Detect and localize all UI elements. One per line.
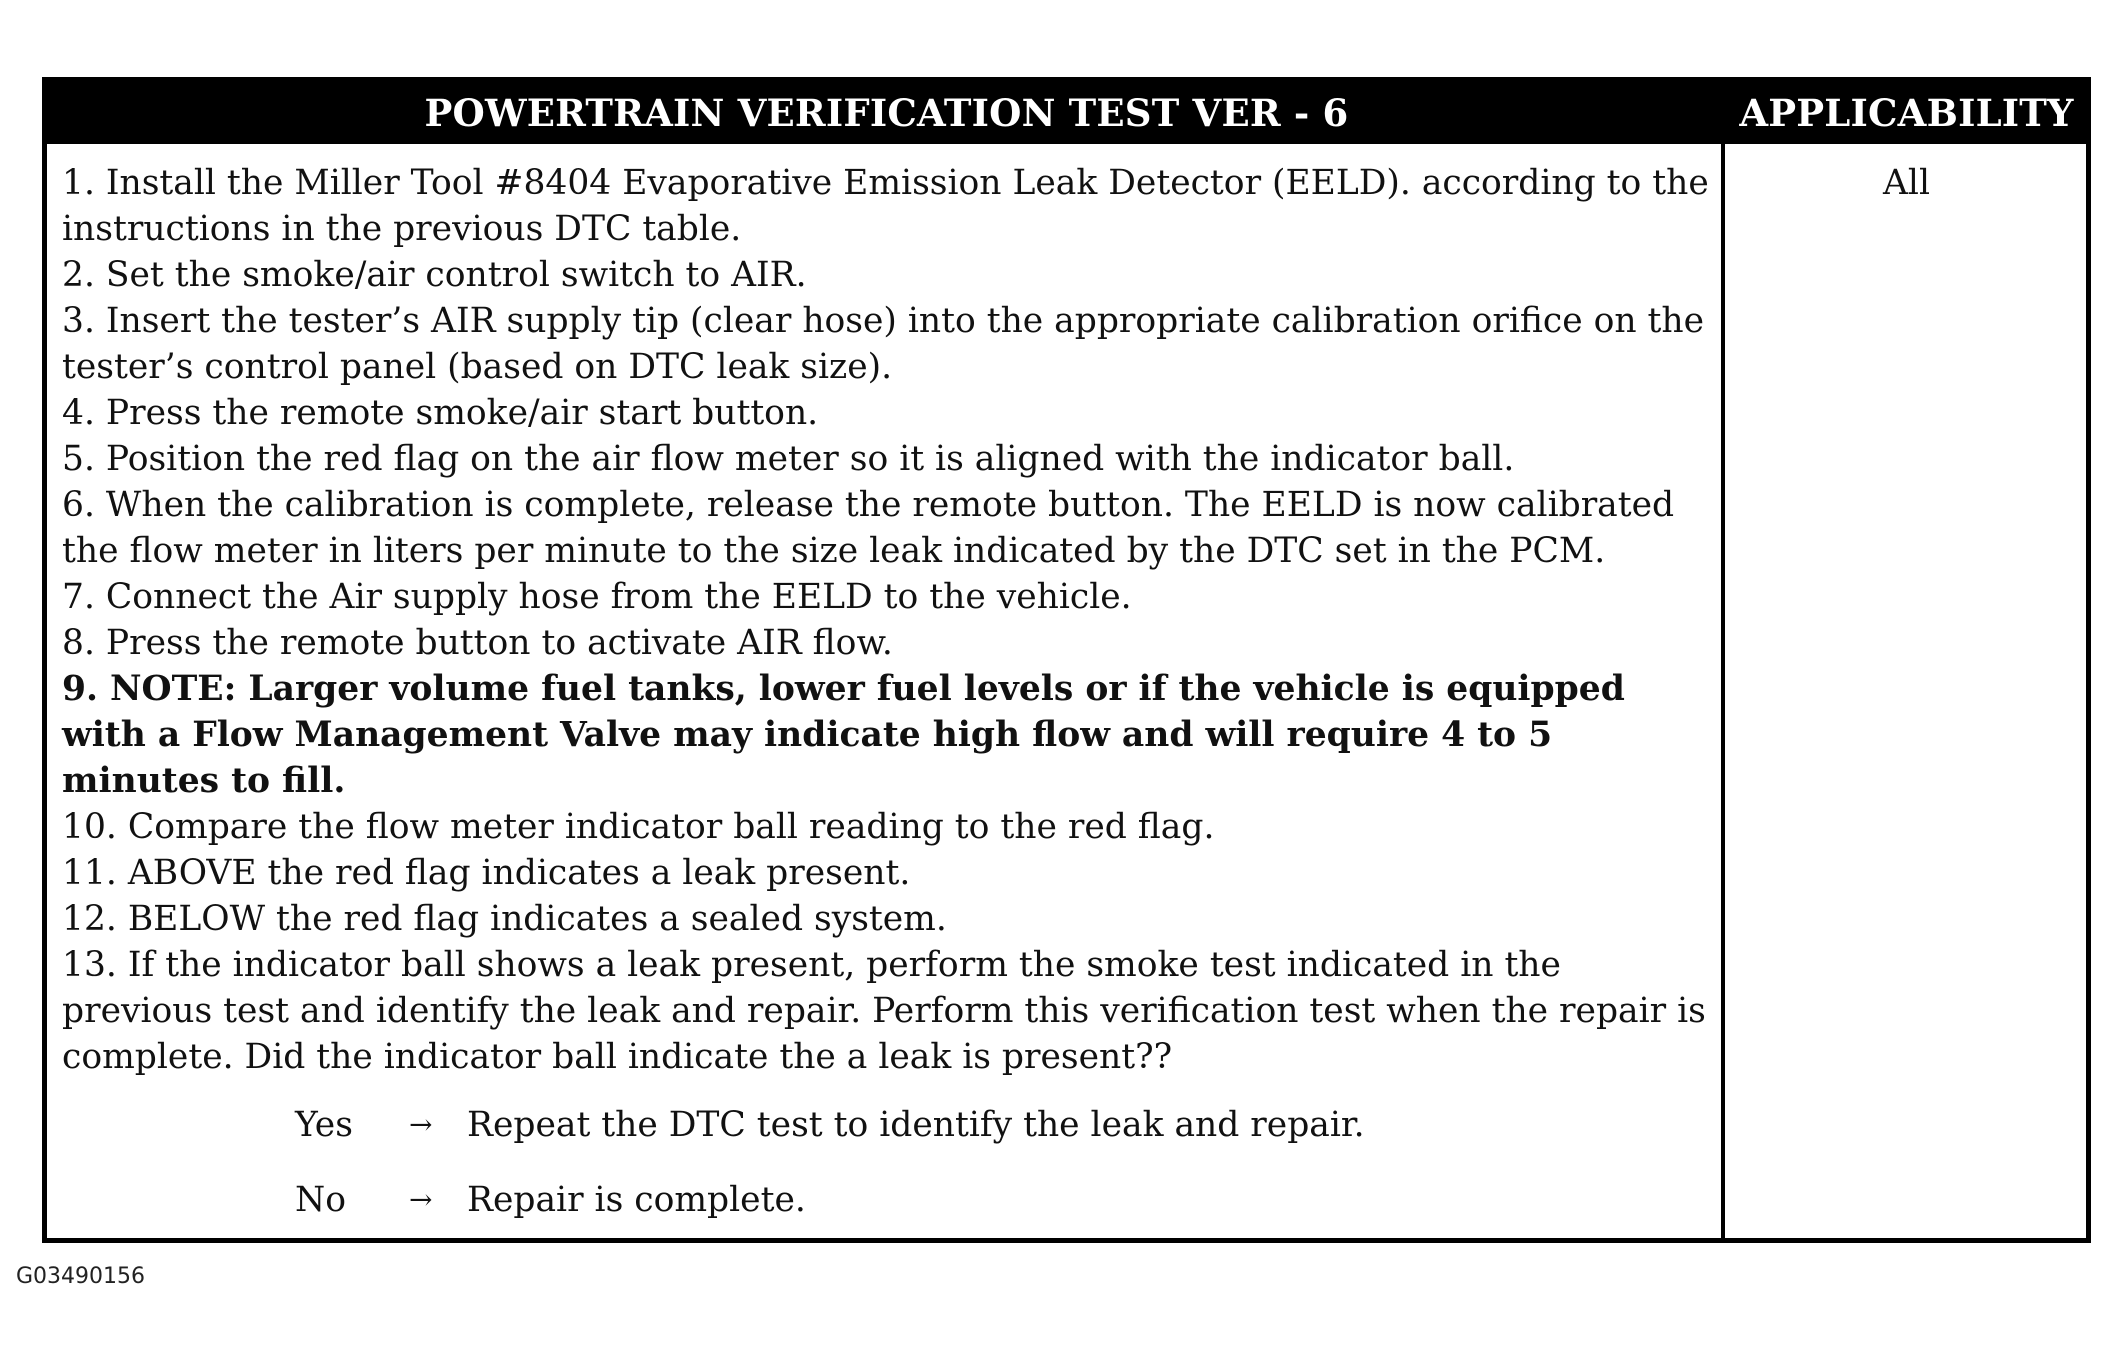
step-5: 5. Position the red flag on the air flow meter so it is aligned with the indicator ball. xyxy=(62,439,1515,479)
steps-cell xyxy=(62,160,1717,1252)
outcome-no xyxy=(62,1177,1717,1223)
applicability-header: APPLICABILITY xyxy=(1739,91,2074,135)
step-11: 11. ABOVE the red flag indicates a leak present. xyxy=(62,853,911,893)
outcome-answer: No xyxy=(295,1180,346,1220)
column-divider xyxy=(1721,144,1725,1238)
outcome-answer: Yes xyxy=(295,1105,353,1145)
step-4: 4. Press the remote smoke/air start button. xyxy=(62,393,819,433)
outcome-yes xyxy=(62,1102,1717,1148)
figure-id: G03490156 xyxy=(16,1264,146,1289)
step-2: 2. Set the smoke/air control switch to AIR. xyxy=(62,255,807,295)
arrow-right-icon: → xyxy=(409,1108,433,1141)
outcome-result: Repeat the DTC test to identify the leak and repair. xyxy=(467,1105,1365,1145)
step-13: 13. If the indicator ball shows a leak present, perform the smoke test indicated in the previous test and identify the leak and repair. Perform this verification test when the repair is complete. Did the indicator ball indicate the a leak is present?? xyxy=(62,945,1706,1077)
step-8: 8. Press the remote button to activate AIR flow. xyxy=(62,623,893,663)
step-3: 3. Insert the tester’s AIR supply tip (clear hose) into the appropriate calibration orifice on the tester’s control panel (based on DTC leak size). xyxy=(62,301,1705,387)
table-title: POWERTRAIN VERIFICATION TEST VER - 6 xyxy=(424,91,1349,135)
step-12: 12. BELOW the red flag indicates a sealed system. xyxy=(62,899,947,939)
step-9-note: 9. NOTE: Larger volume fuel tanks, lower fuel levels or if the vehicle is equipped with a Flow Management Valve may indicate high flow and will require 4 to 5 minutes to fill. xyxy=(62,669,1625,801)
step-7: 7. Connect the Air supply hose from the EELD to the vehicle. xyxy=(62,577,1132,617)
arrow-right-icon: → xyxy=(409,1183,433,1216)
applicability-value: All xyxy=(1883,163,1930,203)
verification-test-table xyxy=(42,77,2091,1243)
step-1: 1. Install the Miller Tool #8404 Evaporative Emission Leak Detector (EELD). according to the instructions in the previous DTC table. xyxy=(62,163,1709,249)
outcomes xyxy=(62,1102,1717,1223)
step-6: 6. When the calibration is complete, release the remote button. The EELD is now calibrated the flow meter in liters per minute to the size leak indicated by the DTC set in the PCM. xyxy=(62,485,1675,571)
table-header-row xyxy=(47,82,2086,144)
outcome-result: Repair is complete. xyxy=(467,1180,806,1220)
step-10: 10. Compare the flow meter indicator ball reading to the red flag. xyxy=(62,807,1215,847)
